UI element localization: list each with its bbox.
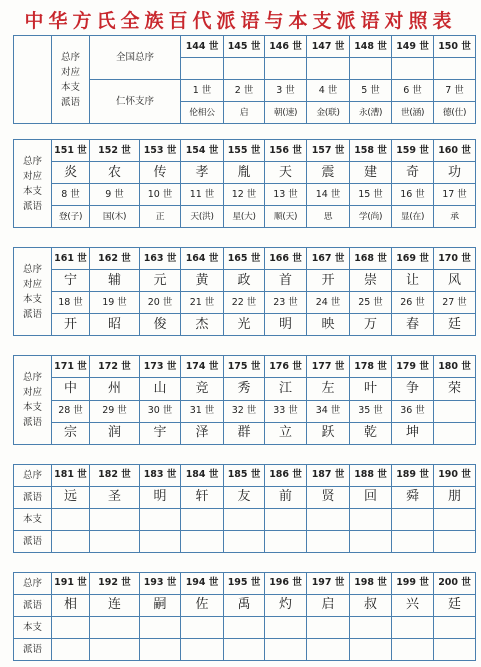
- generation-cell: 150 世: [434, 36, 476, 58]
- generation-cell: 170 世: [434, 248, 476, 270]
- empty-cell: [14, 36, 52, 124]
- branch-number-cell: 31 世: [181, 400, 224, 422]
- national-character-cell: 功: [434, 162, 476, 184]
- generation-cell: 200 世: [434, 572, 476, 594]
- branch-character-cell: 金(联): [307, 102, 350, 124]
- branch-number-cell: 35 世: [350, 400, 392, 422]
- empty-cell: [392, 638, 434, 660]
- branch-number-cell: 34 世: [307, 400, 350, 422]
- branch-paiyu-row: [14, 530, 476, 552]
- separator-row: [14, 444, 476, 464]
- national-character-cell: 贤: [307, 486, 350, 508]
- branch-character-row: [14, 206, 476, 228]
- national-character-cell: 连: [90, 594, 140, 616]
- empty-cell: [434, 58, 476, 80]
- empty-cell: [140, 508, 181, 530]
- branch-character-cell: 宗: [52, 422, 90, 444]
- national-character-cell: 元: [140, 270, 181, 292]
- national-character-cell: 叔: [350, 594, 392, 616]
- empty-cell: [307, 58, 350, 80]
- empty-cell: [140, 530, 181, 552]
- generation-cell: 198 世: [350, 572, 392, 594]
- national-character-cell: 秀: [224, 378, 265, 400]
- generation-cell: 195 世: [224, 572, 265, 594]
- empty-cell: [224, 530, 265, 552]
- branch-number-row: [14, 292, 476, 314]
- row-label: [14, 248, 52, 336]
- branch-character-cell: 朝(速): [265, 102, 307, 124]
- national-character-cell: 回: [350, 486, 392, 508]
- empty-cell: [265, 508, 307, 530]
- generation-cell: 169 世: [392, 248, 434, 270]
- branch-number-cell: 5 世: [350, 80, 392, 102]
- branch-number-cell: 33 世: [265, 400, 307, 422]
- empty-cell: [224, 508, 265, 530]
- generation-cell: 153 世: [140, 140, 181, 162]
- branch-number-cell: 15 世: [350, 184, 392, 206]
- branch-character-cell: 万: [350, 314, 392, 336]
- generation-cell: 196 世: [265, 572, 307, 594]
- branch-number-cell: 26 世: [392, 292, 434, 314]
- branch-character-cell: 伦相公: [181, 102, 224, 124]
- empty-cell: [181, 616, 224, 638]
- empty-cell: [265, 616, 307, 638]
- empty-cell: [392, 58, 434, 80]
- generation-cell: 155 世: [224, 140, 265, 162]
- national-character-cell: 圣: [90, 486, 140, 508]
- national-character-cell: 轩: [181, 486, 224, 508]
- generation-cell: 145 世: [224, 36, 265, 58]
- branch-character-cell: 启: [224, 102, 265, 124]
- branch-number-cell: 11 世: [181, 184, 224, 206]
- generation-cell: 186 世: [265, 464, 307, 486]
- generation-cell: 154 世: [181, 140, 224, 162]
- national-character-cell: 震: [307, 162, 350, 184]
- empty-cell: [90, 530, 140, 552]
- generation-cell: 193 世: [140, 572, 181, 594]
- national-character-cell: 黄: [181, 270, 224, 292]
- national-character-cell: 启: [307, 594, 350, 616]
- row-label-text: 本支: [22, 293, 42, 305]
- generation-cell: 165 世: [224, 248, 265, 270]
- branch-character-cell: 国(木): [90, 206, 140, 228]
- empty-cell: [392, 508, 434, 530]
- separator-row: [14, 124, 476, 140]
- branch-number-cell: 29 世: [90, 400, 140, 422]
- branch-character-cell: 润: [90, 422, 140, 444]
- branch-number-cell: 1 世: [181, 80, 224, 102]
- generation-cell: 185 世: [224, 464, 265, 486]
- branch-character-cell: 光: [224, 314, 265, 336]
- national-character-cell: 风: [434, 270, 476, 292]
- branch-character-cell: 天(洪): [181, 206, 224, 228]
- national-character-cell: 宁: [52, 270, 90, 292]
- generation-cell: 158 世: [350, 140, 392, 162]
- row-label: [14, 356, 52, 444]
- branch-character-cell: 德(仕): [434, 102, 476, 124]
- row-label: [14, 140, 52, 228]
- empty-cell: [350, 508, 392, 530]
- row-label-text: 本支: [22, 185, 42, 197]
- generation-cell: 149 世: [392, 36, 434, 58]
- empty-cell: [265, 58, 307, 80]
- generation-cell: 194 世: [181, 572, 224, 594]
- branch-number-cell: 2 世: [224, 80, 265, 102]
- empty-cell: [90, 616, 140, 638]
- national-character-cell: 政: [224, 270, 265, 292]
- generation-cell: 167 世: [307, 248, 350, 270]
- empty-cell: [350, 58, 392, 80]
- header-gen-row: [14, 36, 476, 58]
- row-label-text: 对应: [22, 170, 42, 182]
- branch-character-cell: 昭: [90, 314, 140, 336]
- row-label-text: 本支: [60, 81, 80, 93]
- generation-cell: 174 世: [181, 356, 224, 378]
- row-label: 总序: [14, 464, 52, 486]
- empty-cell: [140, 616, 181, 638]
- branch-number-cell: 4 世: [307, 80, 350, 102]
- branch-number-cell: 6 世: [392, 80, 434, 102]
- branch-number-cell: 16 世: [392, 184, 434, 206]
- national-character-row: [14, 486, 476, 508]
- branch-character-cell: 立: [265, 422, 307, 444]
- national-character-cell: 明: [140, 486, 181, 508]
- empty-cell: [434, 508, 476, 530]
- generation-cell: 144 世: [181, 36, 224, 58]
- national-character-cell: 叶: [350, 378, 392, 400]
- national-character-cell: 崇: [350, 270, 392, 292]
- empty-cell: [181, 530, 224, 552]
- separator-row: [14, 336, 476, 356]
- branch-number-cell: 20 世: [140, 292, 181, 314]
- branch-character-cell: 学(尚): [350, 206, 392, 228]
- generation-cell: 183 世: [140, 464, 181, 486]
- empty-cell: [52, 638, 90, 660]
- branch-character-cell: [434, 422, 476, 444]
- branch-character-cell: 承: [434, 206, 476, 228]
- generation-cell: 175 世: [224, 356, 265, 378]
- empty-cell: [181, 508, 224, 530]
- row-label-text: 派语: [22, 200, 42, 212]
- generation-cell: 160 世: [434, 140, 476, 162]
- branch-character-cell: 群: [224, 422, 265, 444]
- empty-cell: [224, 638, 265, 660]
- row-label: 派语: [14, 486, 52, 508]
- national-character-cell: 远: [52, 486, 90, 508]
- empty-cell: [90, 508, 140, 530]
- row-label-text: 对应: [60, 66, 80, 78]
- row-label: 派语: [14, 594, 52, 616]
- row-label: 本支: [14, 508, 52, 530]
- branch-number-cell: 22 世: [224, 292, 265, 314]
- branch-number-cell: 32 世: [224, 400, 265, 422]
- generation-row: [14, 356, 476, 378]
- generation-cell: 176 世: [265, 356, 307, 378]
- branch-character-cell: 显(在): [392, 206, 434, 228]
- national-character-cell: 前: [265, 486, 307, 508]
- branch-character-cell: 思: [307, 206, 350, 228]
- branch-number-cell: 18 世: [52, 292, 90, 314]
- empty-cell: [434, 530, 476, 552]
- row-label: 全国总序: [90, 36, 181, 80]
- row-label-text: 对应: [22, 278, 42, 290]
- national-character-cell: 朋: [434, 486, 476, 508]
- branch-character-cell: 泽: [181, 422, 224, 444]
- generation-cell: 168 世: [350, 248, 392, 270]
- row-label-text: 总序: [60, 51, 80, 63]
- generation-cell: 187 世: [307, 464, 350, 486]
- national-character-cell: 天: [265, 162, 307, 184]
- branch-paiyu-row: [14, 638, 476, 660]
- generation-cell: 172 世: [90, 356, 140, 378]
- national-character-cell: 炎: [52, 162, 90, 184]
- generation-cell: 159 世: [392, 140, 434, 162]
- national-character-cell: 荣: [434, 378, 476, 400]
- branch-number-cell: 8 世: [52, 184, 90, 206]
- separator-row: [14, 228, 476, 248]
- row-label-text: 对应: [22, 387, 42, 399]
- branch-character-cell: 顺(天): [265, 206, 307, 228]
- national-character-cell: 首: [265, 270, 307, 292]
- branch-character-cell: 开: [52, 314, 90, 336]
- generation-cell: 156 世: [265, 140, 307, 162]
- generation-cell: 164 世: [181, 248, 224, 270]
- branch-number-cell: 24 世: [307, 292, 350, 314]
- row-label: [52, 36, 90, 124]
- branch-character-cell: 跃: [307, 422, 350, 444]
- branch-character-cell: 世(涵): [392, 102, 434, 124]
- national-character-cell: 兴: [392, 594, 434, 616]
- generation-cell: 180 世: [434, 356, 476, 378]
- generation-row: [14, 464, 476, 486]
- empty-cell: [350, 530, 392, 552]
- national-character-cell: 孝: [181, 162, 224, 184]
- row-label-text: 派语: [22, 308, 42, 320]
- row-label: 仁怀支序: [90, 80, 181, 124]
- branch-character-cell: 坤: [392, 422, 434, 444]
- branch-character-cell: 春: [392, 314, 434, 336]
- branch-number-cell: 30 世: [140, 400, 181, 422]
- national-character-cell: 竞: [181, 378, 224, 400]
- branch-number-cell: 7 世: [434, 80, 476, 102]
- empty-cell: [392, 616, 434, 638]
- branch-character-row: [14, 314, 476, 336]
- empty-cell: [434, 638, 476, 660]
- national-character-cell: 江: [265, 378, 307, 400]
- generation-cell: 157 世: [307, 140, 350, 162]
- national-character-cell: 开: [307, 270, 350, 292]
- national-character-cell: 禹: [224, 594, 265, 616]
- empty-cell: [307, 638, 350, 660]
- branch-number-cell: [434, 400, 476, 422]
- generation-cell: 147 世: [307, 36, 350, 58]
- generation-cell: 148 世: [350, 36, 392, 58]
- row-label: 派语: [14, 638, 52, 660]
- national-character-cell: 争: [392, 378, 434, 400]
- national-character-cell: 传: [140, 162, 181, 184]
- branch-character-cell: 永(漕): [350, 102, 392, 124]
- national-character-cell: 让: [392, 270, 434, 292]
- branch-character-cell: 杰: [181, 314, 224, 336]
- row-label-text: 派语: [22, 417, 42, 429]
- national-character-cell: 廷: [434, 594, 476, 616]
- branch-number-cell: 23 世: [265, 292, 307, 314]
- national-character-cell: 友: [224, 486, 265, 508]
- branch-character-cell: 星(大): [224, 206, 265, 228]
- empty-cell: [307, 616, 350, 638]
- branch-number-cell: 10 世: [140, 184, 181, 206]
- generation-row: [14, 248, 476, 270]
- branch-number-cell: 14 世: [307, 184, 350, 206]
- empty-cell: [307, 530, 350, 552]
- row-label-text: 派语: [60, 96, 80, 108]
- national-character-cell: 嗣: [140, 594, 181, 616]
- row-label-text: 总序: [22, 263, 42, 275]
- separator-cell: [14, 552, 476, 572]
- page-title: 中华方氏全族百代派语与本支派语对照表: [24, 10, 457, 32]
- branch-number-cell: 17 世: [434, 184, 476, 206]
- branch-number-row: [14, 400, 476, 422]
- national-character-cell: 农: [90, 162, 140, 184]
- national-character-cell: 佐: [181, 594, 224, 616]
- generation-cell: 197 世: [307, 572, 350, 594]
- row-label: 本支: [14, 616, 52, 638]
- row-label: 总序: [14, 572, 52, 594]
- branch-number-cell: 19 世: [90, 292, 140, 314]
- national-character-cell: 州: [90, 378, 140, 400]
- empty-cell: [434, 616, 476, 638]
- empty-cell: [350, 638, 392, 660]
- empty-cell: [181, 58, 224, 80]
- generation-cell: 166 世: [265, 248, 307, 270]
- branch-number-cell: 3 世: [265, 80, 307, 102]
- branch-number-cell: 28 世: [52, 400, 90, 422]
- empty-cell: [52, 530, 90, 552]
- generation-cell: 178 世: [350, 356, 392, 378]
- branch-number-cell: 21 世: [181, 292, 224, 314]
- empty-cell: [265, 638, 307, 660]
- separator-cell: [14, 444, 476, 464]
- national-character-cell: 中: [52, 378, 90, 400]
- branch-character-cell: 正: [140, 206, 181, 228]
- row-label-text: 总序: [22, 155, 42, 167]
- branch-number-cell: 9 世: [90, 184, 140, 206]
- generation-cell: 162 世: [90, 248, 140, 270]
- national-character-cell: 建: [350, 162, 392, 184]
- empty-cell: [392, 530, 434, 552]
- branch-number-cell: 12 世: [224, 184, 265, 206]
- empty-cell: [224, 616, 265, 638]
- national-character-row: [14, 378, 476, 400]
- national-character-cell: 山: [140, 378, 181, 400]
- generation-cell: 191 世: [52, 572, 90, 594]
- branch-character-row: [14, 422, 476, 444]
- branch-character-cell: 廷: [434, 314, 476, 336]
- generation-cell: 190 世: [434, 464, 476, 486]
- separator-row: [14, 552, 476, 572]
- separator-cell: [14, 124, 476, 140]
- row-label-text: 本支: [22, 402, 42, 414]
- national-character-row: [14, 270, 476, 292]
- generation-cell: 171 世: [52, 356, 90, 378]
- branch-number-cell: 36 世: [392, 400, 434, 422]
- empty-cell: [52, 508, 90, 530]
- branch-label-row: [14, 616, 476, 638]
- national-character-cell: 灼: [265, 594, 307, 616]
- generation-cell: 192 世: [90, 572, 140, 594]
- national-character-cell: 胤: [224, 162, 265, 184]
- row-label-text: 总序: [22, 372, 42, 384]
- generation-row: [14, 140, 476, 162]
- separator-cell: [14, 336, 476, 356]
- empty-cell: [265, 530, 307, 552]
- generation-cell: 152 世: [90, 140, 140, 162]
- generation-cell: 181 世: [52, 464, 90, 486]
- national-character-cell: 左: [307, 378, 350, 400]
- national-character-cell: 舜: [392, 486, 434, 508]
- row-label: 派语: [14, 530, 52, 552]
- branch-character-cell: 登(子): [52, 206, 90, 228]
- empty-cell: [52, 616, 90, 638]
- national-character-row: [14, 594, 476, 616]
- empty-cell: [181, 638, 224, 660]
- branch-character-cell: 宇: [140, 422, 181, 444]
- branch-character-cell: 乾: [350, 422, 392, 444]
- generation-cell: 184 世: [181, 464, 224, 486]
- generation-cell: 182 世: [90, 464, 140, 486]
- generation-cell: 199 世: [392, 572, 434, 594]
- branch-number-cell: 27 世: [434, 292, 476, 314]
- branch-label-row: [14, 508, 476, 530]
- national-character-row: [14, 162, 476, 184]
- generation-cell: 146 世: [265, 36, 307, 58]
- generation-cell: 173 世: [140, 356, 181, 378]
- national-character-cell: 相: [52, 594, 90, 616]
- national-character-cell: 奇: [392, 162, 434, 184]
- branch-character-cell: 俊: [140, 314, 181, 336]
- empty-cell: [140, 638, 181, 660]
- branch-number-cell: 13 世: [265, 184, 307, 206]
- empty-cell: [350, 616, 392, 638]
- generation-row: [14, 572, 476, 594]
- branch-number-row: [14, 184, 476, 206]
- empty-cell: [307, 508, 350, 530]
- branch-character-cell: 明: [265, 314, 307, 336]
- generation-cell: 161 世: [52, 248, 90, 270]
- branch-character-cell: 映: [307, 314, 350, 336]
- empty-cell: [224, 58, 265, 80]
- generation-cell: 179 世: [392, 356, 434, 378]
- generation-cell: 188 世: [350, 464, 392, 486]
- separator-cell: [14, 228, 476, 248]
- generation-cell: 189 世: [392, 464, 434, 486]
- genealogy-table: [13, 35, 476, 661]
- branch-number-cell: 25 世: [350, 292, 392, 314]
- national-character-cell: 辅: [90, 270, 140, 292]
- generation-cell: 163 世: [140, 248, 181, 270]
- generation-cell: 177 世: [307, 356, 350, 378]
- empty-cell: [90, 638, 140, 660]
- generation-cell: 151 世: [52, 140, 90, 162]
